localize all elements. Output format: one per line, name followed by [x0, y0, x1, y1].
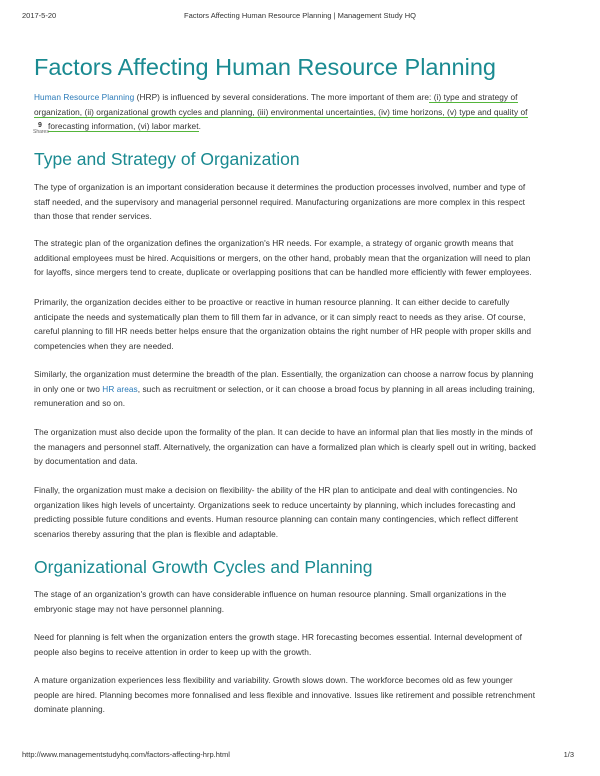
page-title: Factors Affecting Human Resource Planning	[34, 54, 496, 80]
intro-highlight-3[interactable]: forecasting information, (vi) labor market	[48, 121, 199, 132]
text-line: by documentation and data.	[34, 456, 138, 467]
share-widget[interactable]	[33, 123, 47, 135]
intro-text: (HRP) is influenced by several considerations. The more important of them are	[134, 92, 430, 102]
text-line: the managers and personnel staff. Alternatively, the organization can have a formalized plan which is clearly spell out in writing, backed	[34, 441, 536, 452]
intro-paragraph	[34, 90, 579, 134]
text-line: in only one or two	[34, 383, 103, 394]
intro-highlight-1[interactable]: : (i) type and strategy of	[429, 92, 518, 102]
section-1-paragraph-3	[34, 295, 594, 354]
text-line: than those that render services.	[34, 211, 152, 222]
print-title: Factors Affecting Human Resource Planning | Management Study HQ	[184, 11, 416, 20]
text-line: remuneration and so on.	[34, 398, 126, 409]
text-line: additional employees must be hired. Acquisitions or mergers, on the other hand, probably mean that the organization will need to plan	[34, 252, 531, 263]
text-line: Primarily, the organization decides either to be proactive or reactive in human resource planning. It can either decide to carefully	[34, 297, 510, 307]
text-line: people also begins to receive attention in order to keep up with the growth.	[34, 646, 312, 657]
text-line: people are hired. Planning becomes more fonnalised and less flexible and innovative. Issues like retirement and possible retrenchment	[34, 689, 536, 700]
text-line: organization likes high levels of uncertainty. Organizations seek to reduce uncertainty by planning, which includes forecasting and	[34, 499, 516, 510]
share-count: 9	[38, 122, 42, 129]
section-2-paragraph-1	[34, 587, 594, 616]
text-line: Need for planning is felt when the organization enters the growth stage. HR forecasting becomes essential. Internal development of	[34, 632, 522, 642]
print-header	[0, 11, 600, 23]
text-line: , such as recruitment or selection, or it can choose a broad focus by planning in all areas including training,	[137, 383, 535, 394]
text-line: for layoffs, since mergers tend to create, duplicate or overlapping positions that can be handled more efficiently with fewer employees.	[34, 267, 532, 278]
text-line: scenarios thereby assuring that the plan is flexible and adaptable.	[34, 529, 279, 540]
text-line: staff needed, and the supervisory and managerial personnel required. Manufacturing organizations are more complex in this respect	[34, 196, 526, 207]
section-1-paragraph-2	[34, 236, 594, 280]
text-line: dominate planning.	[34, 704, 106, 715]
text-line: Similarly, the organization must determine the breadth of the plan. Essentially, the organization can choose a narrow focus by planning	[34, 369, 534, 379]
text-line: careful planning to fill HR needs better helps ensure that the organization obtains the right number of HR people with proper skills and	[34, 326, 532, 337]
section-1-paragraph-1	[34, 180, 579, 224]
section-1-paragraph-4	[34, 367, 594, 411]
intro-end: .	[198, 121, 201, 132]
text-line: embryonic stage may not have personnel planning.	[34, 603, 225, 614]
text-line: A mature organization experiences less flexibility and variability. Growth slows down. The workforce becomes old as few younger	[34, 675, 513, 685]
section-2-heading: Organizational Growth Cycles and Planning	[34, 557, 373, 577]
text-line: The type of organization is an important consideration because it determines the production processes involved, number and type of	[34, 182, 526, 192]
text-line: competencies when they are needed.	[34, 341, 174, 352]
text-line: The organization must also decide upon the formality of the plan. It can decide to have an informal plan that lies mostly in the minds of	[34, 427, 533, 437]
section-2-paragraph-2	[34, 630, 594, 659]
hr-areas-link[interactable]: HR areas	[102, 383, 138, 394]
share-label: Shares	[33, 129, 49, 135]
text-line: The stage of an organization's growth can have considerable influence on human resource planning. Small organizations in the	[34, 589, 507, 599]
text-line: anticipate the needs and systematically plan them to fill them far in advance, or it can simply react to needs as they arise. Of course,	[34, 311, 526, 322]
section-2-paragraph-3	[34, 673, 594, 717]
text-line: Finally, the organization must make a decision on flexibility- the ability of the HR plan to anticipate and deal with contingencies. No	[34, 485, 518, 495]
intro-highlight-2[interactable]: organization, (ii) organizational growth cycles and planning, (iii) environmental uncertainties, (iv) time horizons, (v) type and quality of	[34, 106, 528, 117]
page-url: http://www.managementstudyhq.com/factors-affecting-hrp.html	[22, 750, 230, 759]
section-1-paragraph-5	[34, 425, 594, 469]
text-line: predicting possible future conditions and events. Human resource planning can contain many contingencies, which reflect different	[34, 514, 519, 525]
hrp-link[interactable]: Human Resource Planning	[34, 92, 135, 102]
page-number: 1/3	[563, 750, 574, 759]
section-1-heading: Type and Strategy of Organization	[34, 149, 300, 169]
text-line: The strategic plan of the organization defines the organization's HR needs. For example, a strategy of organic growth means that	[34, 238, 514, 248]
section-1-paragraph-6	[34, 483, 594, 542]
print-date: 2017-5-20	[22, 11, 57, 20]
